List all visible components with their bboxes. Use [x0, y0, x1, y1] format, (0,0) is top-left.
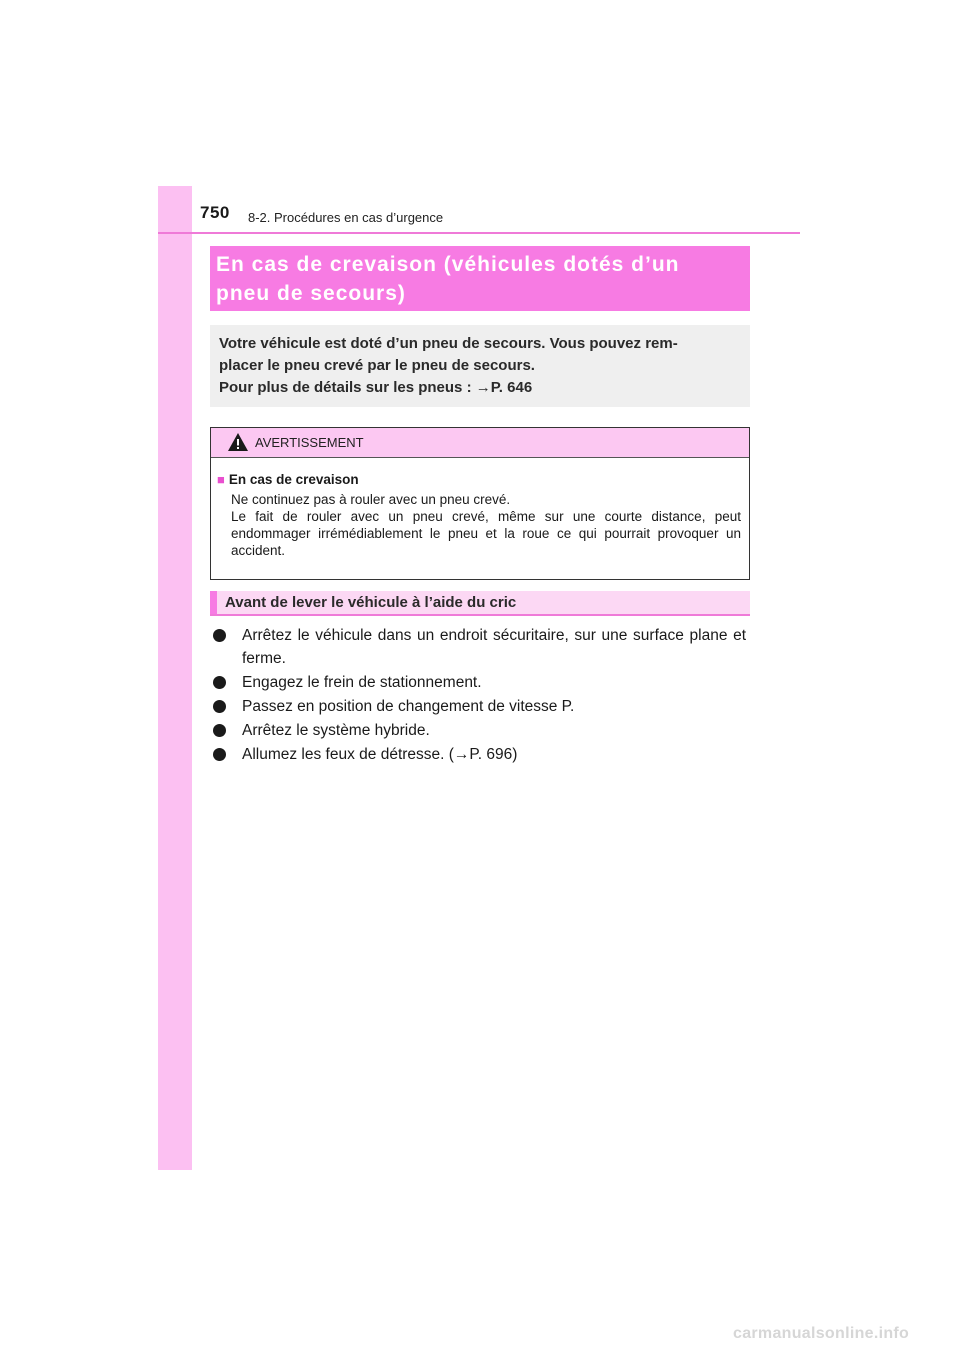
warning-triangle-icon: [227, 432, 249, 452]
bullet-dot-icon: [213, 700, 226, 713]
subsection-accent: [210, 591, 217, 614]
warning-box: [210, 427, 750, 580]
page-title-line-1: En cas de crevaison (véhicules dotés d’un: [216, 253, 680, 276]
bullet-dot-icon: [213, 724, 226, 737]
intro-line-3: Pour plus de détails sur les pneus : →P. 646: [219, 379, 533, 396]
warning-label: AVERTISSEMENT: [255, 435, 364, 450]
intro-line-2: placer le pneu crevé par le pneu de secours.: [219, 357, 535, 374]
page-number: 750: [200, 203, 230, 222]
bullet-dot-icon: [213, 676, 226, 689]
page-title-box: [210, 246, 750, 311]
bullet-dot-icon: [213, 629, 226, 642]
header-divider: [158, 232, 800, 234]
bullet-list: [213, 624, 746, 767]
side-color-strip: [158, 186, 192, 1170]
bullet-dot-icon: [213, 748, 226, 761]
list-item: Passez en position de changement de vitesse P.: [213, 695, 746, 718]
warning-subheading-text: En cas de crevaison: [228, 472, 359, 487]
warning-body: [211, 458, 749, 559]
warning-header: [211, 428, 749, 458]
warning-line-1: Ne continuez pas à rouler avec un pneu crevé.: [231, 492, 511, 507]
section-reference: 8-2. Procédures en cas d’urgence: [248, 210, 444, 225]
subsection-title: Avant de lever le véhicule à l’aide du cric: [225, 594, 517, 611]
list-item: Engagez le frein de stationnement.: [213, 671, 746, 694]
watermark: carmanualsonline.info: [733, 1325, 910, 1342]
warning-line-2: Le fait de rouler avec un pneu crevé, même sur une courte distance, peut endommager irrémédiablement le pneu et la roue ce qui pourrait provoquer un accident.: [231, 509, 741, 558]
subsection-header: [210, 591, 750, 616]
page-title-line-2: pneu de secours): [216, 282, 406, 305]
intro-box: [210, 325, 750, 407]
list-item: Arrêtez le véhicule dans un endroit sécuritaire, sur une surface plane et ferme.: [213, 624, 746, 670]
list-item: Allumez les feux de détresse. (→P. 696): [213, 743, 746, 766]
warning-subheading: [217, 471, 741, 488]
intro-line-1: Votre véhicule est doté d’un pneu de secours. Vous pouvez rem-: [219, 335, 678, 352]
square-bullet-icon: ■: [217, 472, 225, 487]
list-item: Arrêtez le système hybride.: [213, 719, 746, 742]
